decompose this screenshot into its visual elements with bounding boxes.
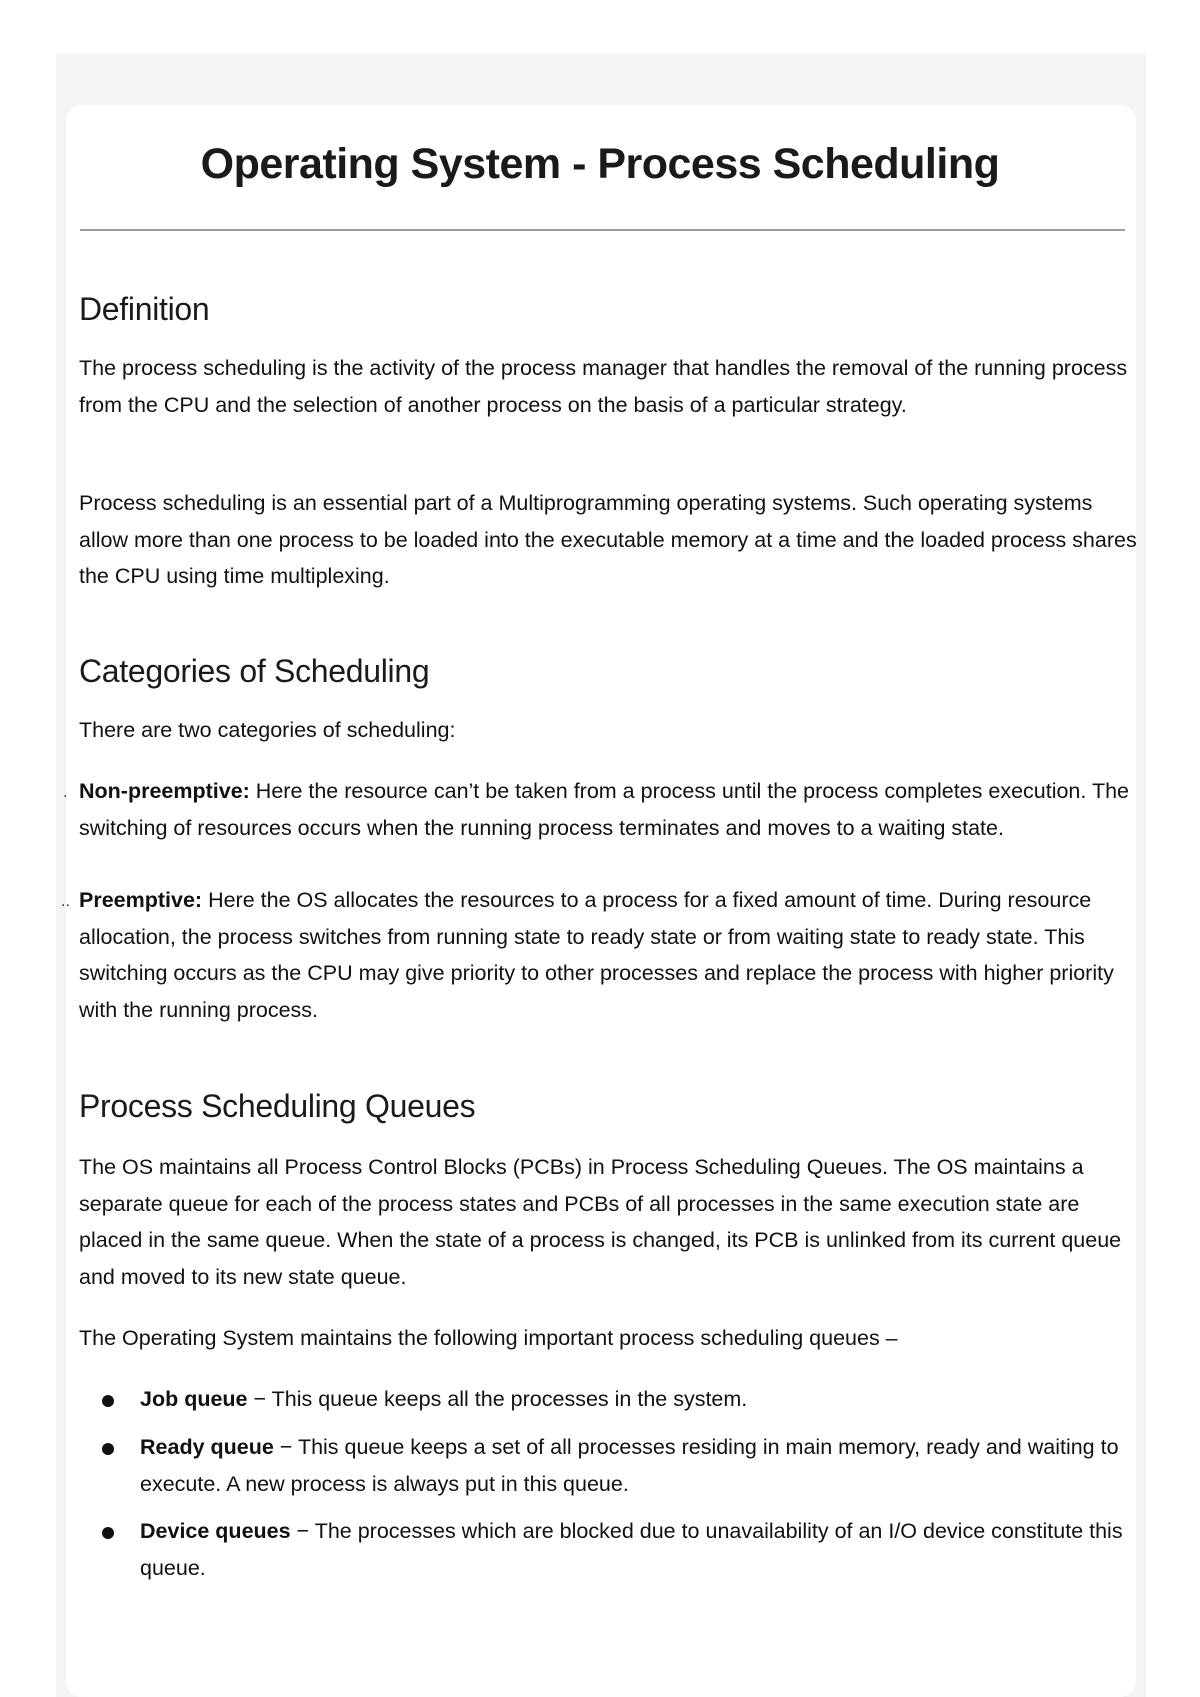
category-term: Non-preemptive: (79, 779, 250, 803)
category-term: Preemptive: (79, 888, 203, 912)
definition-paragraph-2: Process scheduling is an essential part of a Multiprogramming operating systems. Such operating systems allow more than one process to be loaded into the executable memory at a time and the loaded process shares the CPU using time multiplexing. (79, 491, 1137, 588)
queue-item-device (140, 1513, 1130, 1586)
category-text: Here the resource can’t be taken from a process until the process completes execution. The switching of resources occurs when the running process terminates and moves to a waiting state. (79, 779, 1129, 840)
bullet-icon (102, 1395, 114, 1407)
categories-intro: There are two categories of scheduling: (79, 718, 456, 742)
queue-text: − The processes which are blocked due to unavailability of an I/O device constitute this queue. (140, 1519, 1123, 1580)
category-text: Here the OS allocates the resources to a process for a fixed amount of time. During resource allocation, the process switches from running state to ready state or from waiting state to ready state. This switching occurs as the CPU may give priority to other processes and replace the process with higher priority with the running process. (79, 888, 1114, 1022)
category-item-preemptive (79, 882, 1139, 1028)
queue-text: − This queue keeps all the processes in the system. (247, 1387, 748, 1411)
queue-term: Device queues (140, 1519, 291, 1543)
definition-heading: Definition (79, 291, 210, 327)
queue-item-job (140, 1381, 1130, 1418)
queue-text: − This queue keeps a set of all processes residing in main memory, ready and waiting to execute. A new process is always put in this queue. (140, 1435, 1119, 1496)
category-item-non-preemptive (79, 773, 1139, 846)
queues-paragraph-1: The OS maintains all Process Control Blocks (PCBs) in Process Scheduling Queues. The OS maintains a separate queue for each of the process states and PCBs of all processes in the same execution state are placed in the same queue. When the state of a process is changed, its PCB is unlinked from its current queue and moved to its new state queue. (79, 1155, 1122, 1289)
queue-term: Ready queue (140, 1435, 274, 1459)
queues-paragraph-2: The Operating System maintains the following important process scheduling queues – (79, 1326, 898, 1350)
queue-term: Job queue (140, 1387, 248, 1411)
queues-heading: Process Scheduling Queues (79, 1088, 476, 1124)
categories-heading: Categories of Scheduling (79, 653, 430, 689)
bullet-icon (102, 1443, 114, 1455)
page-title: Operating System - Process Scheduling (200, 140, 1000, 188)
title-divider (80, 229, 1125, 231)
queue-item-ready (140, 1429, 1130, 1502)
bullet-icon (102, 1527, 114, 1539)
list-marker: .. (61, 893, 70, 910)
list-marker: . (63, 784, 68, 801)
definition-paragraph-1: The process scheduling is the activity of the process manager that handles the removal of the running process from the CPU and the selection of another process on the basis of a particular strategy. (79, 356, 1128, 417)
